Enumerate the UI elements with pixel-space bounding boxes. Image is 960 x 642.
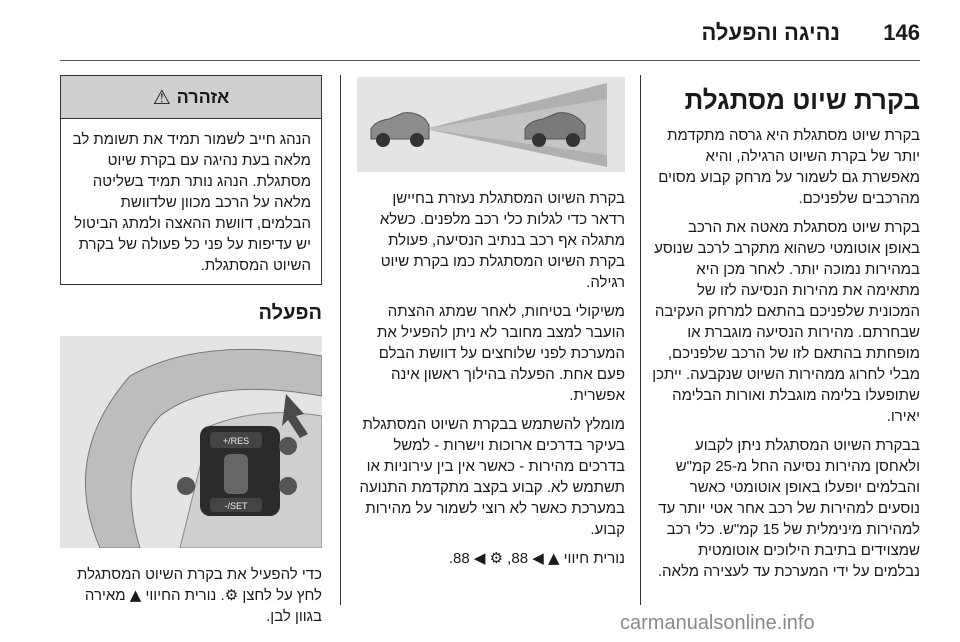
radar-sensing-vehicles-illustration	[357, 77, 625, 172]
distance-button	[177, 477, 195, 495]
paragraph: בקרת שיוט מסתגלת מאטה את הרכב באופן אוטומטי כשהוא מתקרב לרכב שנוסע במהירות נמוכה יותר. לאחר מכן היא מתאימה את מהירות הנסיעה לזו של המכונית שלפניכם בהתאם למרחק העקיבה שבחרתם. מהירות הנסיעה מוגברת או מופחתת בהתאם לזו של הרכב שלפניכם, מבלי לחרוג ממהירות השיוט שנקבעה. ייתכן שתופעלו בלימה מוגבלת ואורות הבלימה יאירו.	[652, 219, 920, 425]
column-divider-left	[340, 75, 341, 605]
page-ref-1[interactable]: 88	[511, 550, 529, 567]
warning-body: הנהג חייב לשמור תמיד את תשומת לב מלאה בעת נהיגה עם בקרת שיוט מסתגלת. הנהג נותר תמיד בשליטה מלאה על הרכב מכוון שלדוושת הבלמים, דוושת ההאצה ולמתג הביטול יש עדיפות על פני כל פעולה של בקרת השיוט המסתגלת.	[72, 131, 311, 274]
header-rule	[60, 60, 920, 61]
warning-header	[61, 76, 321, 119]
section-heading-activation: הפעלה	[258, 302, 322, 324]
roller-wheel	[224, 454, 248, 494]
res-button-label: RES/+	[222, 436, 250, 446]
steering-wheel-controls-illustration	[60, 336, 322, 548]
watermark: carmanualsonline.info	[620, 612, 815, 634]
paragraph: בבקרת השיוט המסתגלת ניתן לקבוע ולאחסן מהירות נסיעה החל מ-25 קמ"ש והבלמים יופעלו באופן אוטומטי כאשר נוסעים למהירות של רכב אחר אטי יותר עד למהירות מינימלית של 15 קמ"ש. כלי רכב שמצוידים בתיבת הילוכים אוטומטית נבלמים על ידי המערכת עד לעצירה מלאה.	[657, 437, 920, 580]
left-column	[60, 75, 322, 635]
steering-figure	[60, 336, 322, 548]
column-divider-right	[640, 75, 641, 605]
page-title: נהיגה והפעלה	[701, 20, 840, 45]
cruise-indicator-icon: ⚙	[489, 549, 504, 567]
middle-column	[357, 75, 625, 577]
section-heading-adaptive-cruise: בקרת שיוט מסתגלת	[684, 85, 920, 115]
warning-box	[60, 75, 322, 285]
adaptive-cruise-button	[279, 437, 297, 455]
radar-figure	[357, 77, 625, 172]
cancel-button	[279, 477, 297, 495]
paragraph: בקרת שיוט מסתגלת היא גרסה מתקדמת יותר של בקרת השיוט הרגילה, והיא מאפשרת גם לשמור על מרחק קבוע מסוים מהרכבים שלפניכם.	[658, 127, 920, 207]
paragraph: מומלץ להשתמש בבקרת השיוט המסתגלת בעיקר בדרכים ארוכות וישרות - למשל בדרכים מהירות - כאשר אין בין עירוניות או תשתמש לא. קבוע בקצב מתקדמת התנועה במערכת כאשר לא רוצי לשמור על מהירות קבוע.	[359, 416, 625, 538]
arrow-icon: ◀	[473, 549, 486, 567]
paragraph: בקרת השיוט המסתגלת נעזרת בחיישן רדאר כדי לגלות כלי רכב מלפנים. כשלא מתגלה אף רכב בנתיב הנסיעה, פעולת בקרת השיוט המסתגלת כמו בקרת שיוט רגילה.	[379, 190, 625, 291]
warning-title: אזהרה	[176, 86, 230, 107]
adaptive-cruise-button-icon: ⚙	[224, 586, 239, 604]
page-number: 146	[883, 20, 920, 45]
vehicle-ahead-icon: ▲	[547, 549, 560, 567]
right-column	[652, 75, 920, 590]
page-ref-2[interactable]: 88	[452, 550, 470, 567]
arrow-icon: ◀	[532, 549, 544, 567]
set-button-label: SET/-	[224, 501, 248, 511]
indicator-label: נורית חיווי	[563, 550, 625, 567]
indicator-reference-line: נורית חיווי ▲ ◀ 88, ⚙ ◀ 88.	[448, 549, 625, 567]
paragraph: משיקולי בטיחות, לאחר שמתג ההצתה הועבר למצב מחובר לא ניתן להפעיל את המערכת לפני שלוחצים על דוושת הבלם פעם אחת. הפעלה בהילוך ראשון אינה אפשרית.	[377, 303, 625, 404]
cruise-indicator-icon: ▲	[129, 586, 142, 604]
activation-paragraph: כדי להפעיל את בקרת השיוט המסתגלת לחץ על לחצן ⚙. נורית החיווי ▲ מאירה בגוון לבן.	[77, 566, 322, 625]
warning-triangle-icon: ⚠	[152, 84, 171, 109]
